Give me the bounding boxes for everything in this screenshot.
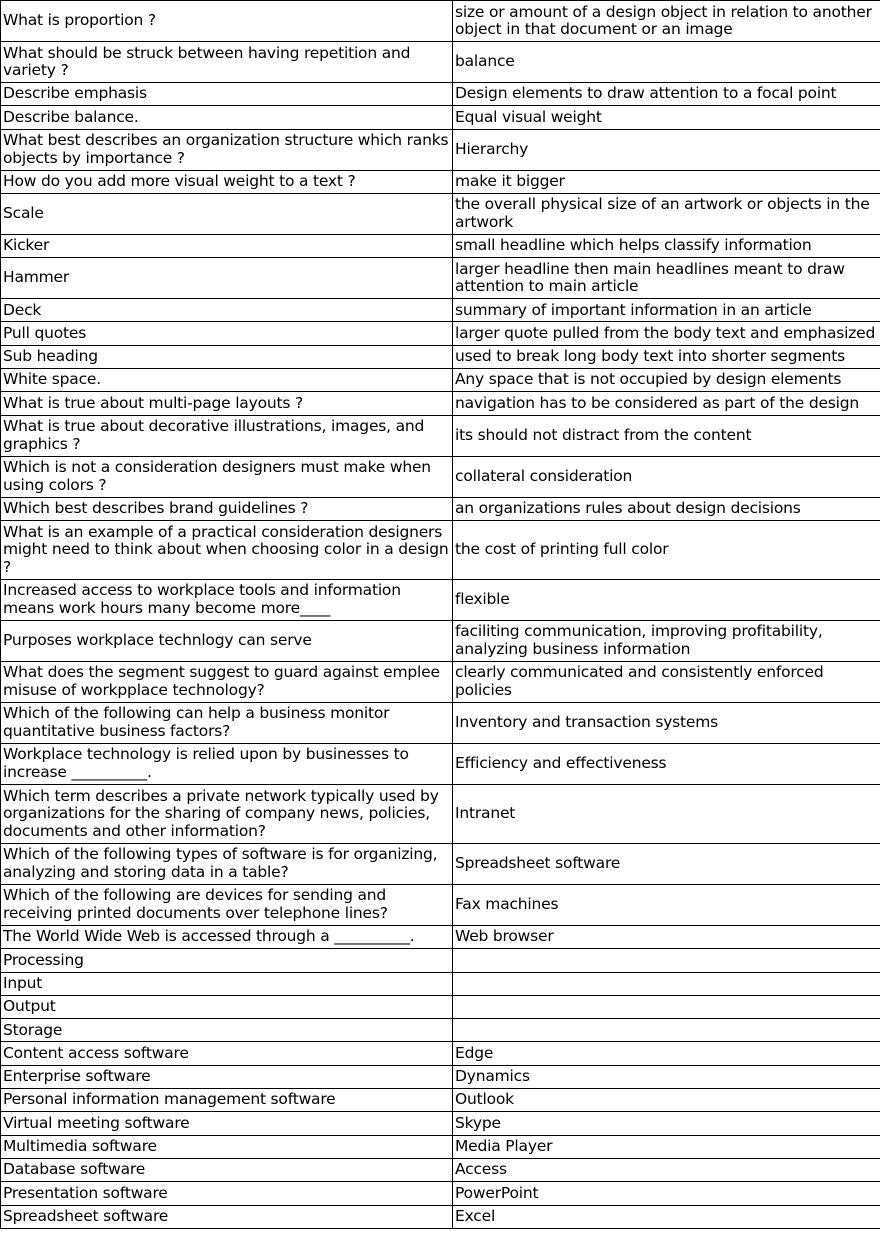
table-row	[1, 234, 880, 257]
table-row	[1, 1112, 880, 1135]
table-row	[1, 884, 880, 925]
definition-cell: Intranet	[453, 784, 880, 843]
table-row	[1, 520, 880, 579]
table-row	[1, 106, 880, 129]
term-cell: Which is not a consideration designers must make when using colors ?	[1, 456, 453, 497]
term-cell: What is proportion ?	[1, 1, 453, 42]
term-cell: White space.	[1, 369, 453, 392]
table-row	[1, 258, 880, 299]
table-row	[1, 579, 880, 620]
term-cell: Virtual meeting software	[1, 1112, 453, 1135]
table-row	[1, 369, 880, 392]
definition-cell: larger headline then main headlines meant to draw attention to main article	[453, 258, 880, 299]
table-row	[1, 1, 880, 42]
term-cell: What is true about multi-page layouts ?	[1, 392, 453, 415]
term-cell: Kicker	[1, 234, 453, 257]
definition-cell	[453, 1019, 880, 1042]
definition-cell: Web browser	[453, 925, 880, 948]
table-row	[1, 299, 880, 322]
table-row	[1, 702, 880, 743]
definition-cell: used to break long body text into shorter segments	[453, 345, 880, 368]
term-cell: Scale	[1, 193, 453, 234]
definition-cell: the overall physical size of an artwork or objects in the artwork	[453, 193, 880, 234]
definition-cell: Edge	[453, 1042, 880, 1065]
table-row	[1, 1182, 880, 1205]
term-cell: How do you add more visual weight to a text ?	[1, 170, 453, 193]
term-cell: Storage	[1, 1019, 453, 1042]
term-cell: Which term describes a private network typically used by organizations for the sharing of company news, policies, documents and other information?	[1, 784, 453, 843]
definition-cell: Outlook	[453, 1089, 880, 1112]
table-row	[1, 784, 880, 843]
definition-cell	[453, 972, 880, 995]
definition-cell: Any space that is not occupied by design elements	[453, 369, 880, 392]
table-row	[1, 1065, 880, 1088]
definition-cell: make it bigger	[453, 170, 880, 193]
definition-cell: Fax machines	[453, 884, 880, 925]
term-cell: Enterprise software	[1, 1065, 453, 1088]
definition-cell: Design elements to draw attention to a focal point	[453, 83, 880, 106]
definition-cell: Skype	[453, 1112, 880, 1135]
definition-cell: navigation has to be considered as part of the design	[453, 392, 880, 415]
table-row	[1, 620, 880, 661]
term-cell: Hammer	[1, 258, 453, 299]
definition-cell: its should not distract from the content	[453, 415, 880, 456]
table-row	[1, 129, 880, 170]
table-row	[1, 322, 880, 345]
term-cell: Which of the following can help a business monitor quantitative business factors?	[1, 702, 453, 743]
definition-cell: Dynamics	[453, 1065, 880, 1088]
table-row	[1, 995, 880, 1018]
term-cell: Presentation software	[1, 1182, 453, 1205]
term-cell: Which of the following types of software is for organizing, analyzing and storing data in a table?	[1, 843, 453, 884]
table-row	[1, 193, 880, 234]
definition-cell: small headline which helps classify information	[453, 234, 880, 257]
table-row	[1, 743, 880, 784]
definition-cell: balance	[453, 42, 880, 83]
definition-cell: size or amount of a design object in relation to another object in that document or an image	[453, 1, 880, 42]
term-cell: Describe balance.	[1, 106, 453, 129]
table-row	[1, 415, 880, 456]
table-row	[1, 661, 880, 702]
definition-cell: faciliting communication, improving profitability, analyzing business information	[453, 620, 880, 661]
term-cell: Database software	[1, 1158, 453, 1181]
table-row	[1, 83, 880, 106]
table-row	[1, 392, 880, 415]
table-row	[1, 42, 880, 83]
table-row	[1, 345, 880, 368]
definition-cell: flexible	[453, 579, 880, 620]
definition-cell: Spreadsheet software	[453, 843, 880, 884]
definition-cell: Media Player	[453, 1135, 880, 1158]
term-cell: Purposes workplace technlogy can serve	[1, 620, 453, 661]
term-cell: What best describes an organization structure which ranks objects by importance ?	[1, 129, 453, 170]
table-row	[1, 1158, 880, 1181]
term-cell: Content access software	[1, 1042, 453, 1065]
table-row	[1, 972, 880, 995]
definition-cell: clearly communicated and consistently enforced policies	[453, 661, 880, 702]
definition-cell: PowerPoint	[453, 1182, 880, 1205]
table-row	[1, 1089, 880, 1112]
term-cell: Multimedia software	[1, 1135, 453, 1158]
definition-cell: collateral consideration	[453, 456, 880, 497]
table-row	[1, 949, 880, 972]
term-cell: What should be struck between having repetition and variety ?	[1, 42, 453, 83]
definition-cell: Equal visual weight	[453, 106, 880, 129]
definition-cell: summary of important information in an article	[453, 299, 880, 322]
term-cell: Which best describes brand guidelines ?	[1, 497, 453, 520]
definition-cell: Hierarchy	[453, 129, 880, 170]
term-cell: Processing	[1, 949, 453, 972]
table-row	[1, 1019, 880, 1042]
table-row	[1, 925, 880, 948]
definition-cell	[453, 949, 880, 972]
term-cell: Output	[1, 995, 453, 1018]
table-row	[1, 843, 880, 884]
term-cell: Sub heading	[1, 345, 453, 368]
term-cell: Which of the following are devices for sending and receiving printed documents over telephone lines?	[1, 884, 453, 925]
table-row	[1, 170, 880, 193]
term-cell: Increased access to workplace tools and information means work hours many become more____	[1, 579, 453, 620]
table-row	[1, 456, 880, 497]
term-cell: Deck	[1, 299, 453, 322]
term-cell: Personal information management software	[1, 1089, 453, 1112]
term-cell: What does the segment suggest to guard against emplee misuse of workpplace technology?	[1, 661, 453, 702]
definition-cell: Inventory and transaction systems	[453, 702, 880, 743]
term-cell: What is an example of a practical consideration designers might need to think about when choosing color in a design ?	[1, 520, 453, 579]
term-cell: Input	[1, 972, 453, 995]
definition-cell: an organizations rules about design decisions	[453, 497, 880, 520]
definition-cell	[453, 995, 880, 1018]
term-cell: Pull quotes	[1, 322, 453, 345]
term-cell: Workplace technology is relied upon by businesses to increase __________.	[1, 743, 453, 784]
term-cell: What is true about decorative illustrations, images, and graphics ?	[1, 415, 453, 456]
definition-cell: Efficiency and effectiveness	[453, 743, 880, 784]
definition-cell: Access	[453, 1158, 880, 1181]
table-row	[1, 1042, 880, 1065]
term-cell: The World Wide Web is accessed through a __________.	[1, 925, 453, 948]
table-row	[1, 1135, 880, 1158]
definition-cell: the cost of printing full color	[453, 520, 880, 579]
table-row	[1, 1205, 880, 1228]
definition-cell: larger quote pulled from the body text and emphasized	[453, 322, 880, 345]
term-cell: Describe emphasis	[1, 83, 453, 106]
definition-cell: Excel	[453, 1205, 880, 1228]
table-row	[1, 497, 880, 520]
term-cell: Spreadsheet software	[1, 1205, 453, 1228]
